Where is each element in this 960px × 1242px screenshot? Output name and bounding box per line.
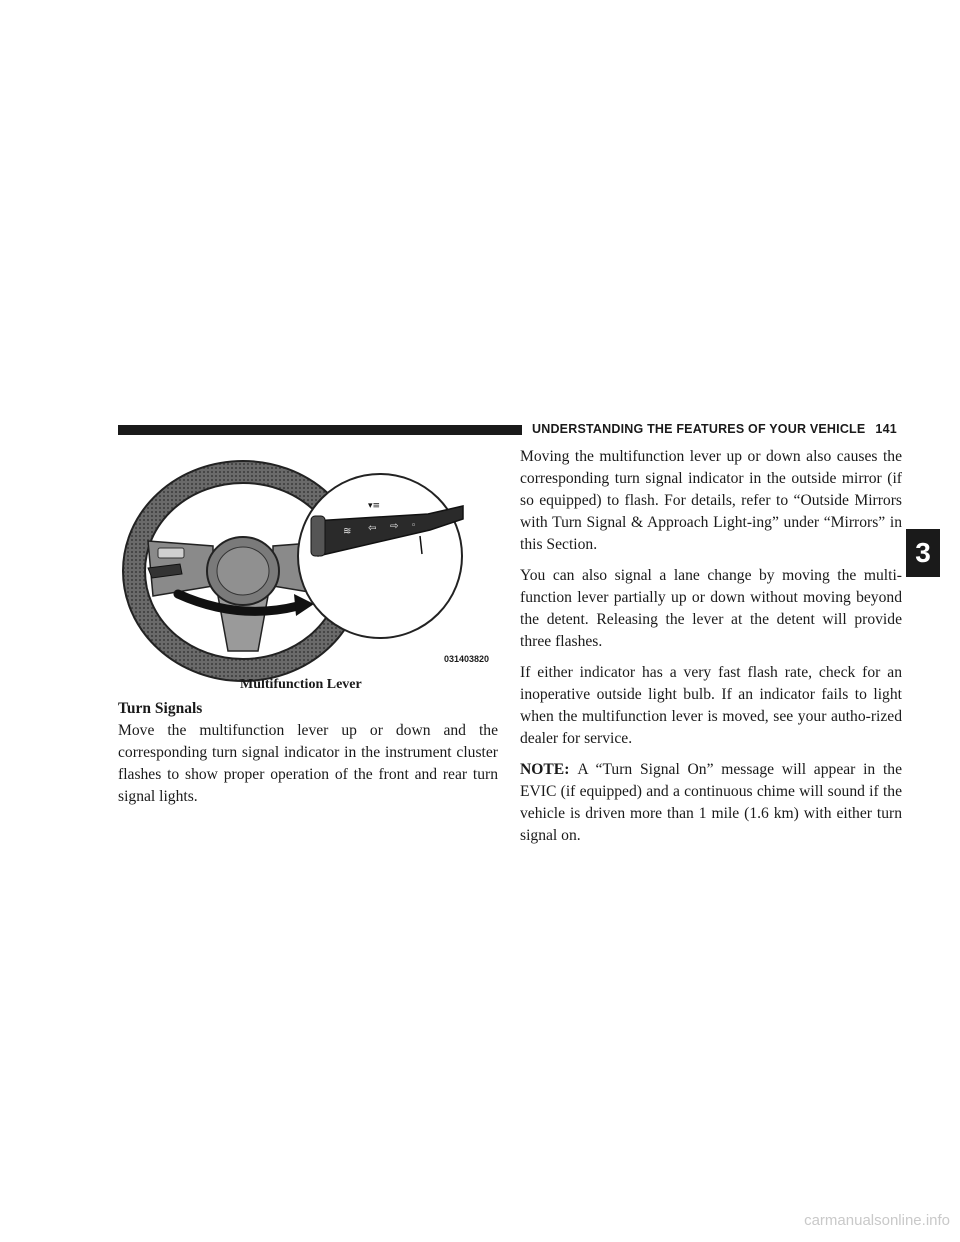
page-number: 141 (875, 422, 897, 436)
figure-code: 031403820 (444, 654, 490, 664)
svg-text:⇨: ⇨ (390, 521, 399, 532)
note-label: NOTE: (520, 761, 570, 778)
svg-text:◦: ◦ (411, 521, 417, 531)
right-column (520, 446, 902, 856)
left-column (118, 699, 498, 808)
running-header (532, 422, 897, 436)
svg-text:≋: ≋ (343, 526, 352, 537)
note-paragraph (520, 759, 902, 847)
svg-text:▾≡: ▾≡ (368, 501, 381, 511)
paragraph-lane-change: You can also signal a lane change by moving the multi-function lever partially up or down without moving beyond the detent. Releasing the lever at the detent will provide three flashes. (520, 567, 902, 650)
section-body: Move the multifunction lever up or down and the corresponding turn signal indicator in the instrument cluster flashes to show proper operation of the front and rear turn signal lights. (118, 722, 498, 805)
section-heading: Turn Signals (118, 700, 203, 717)
header-rule (118, 425, 522, 435)
chapter-tab: 3 (906, 529, 940, 577)
paragraph-mirror-signal: Moving the multifunction lever up or down also causes the corresponding turn signal indicator in the outside mirror (if so equipped) to flash. For details, refer to “Outside Mirrors with Turn Signal & Approach Light-ing” under “Mirrors” in this Section. (520, 448, 902, 553)
header-title: UNDERSTANDING THE FEATURES OF YOUR VEHICLE (532, 422, 866, 436)
multifunction-lever-figure (118, 446, 498, 696)
figure-caption: Multifunction Lever (240, 677, 362, 692)
paragraph-flash-rate: If either indicator has a very fast flash rate, check for an inoperative outside light bulb. If an indicator fails to light when the multifunction lever is moved, see your autho-rized dealer for service. (520, 664, 902, 747)
steering-wheel-illustration (118, 446, 498, 696)
watermark: carmanualsonline.info (804, 1212, 950, 1229)
svg-text:⇦: ⇦ (368, 523, 377, 534)
note-text: A “Turn Signal On” message will appear in the EVIC (if equipped) and a continuous chime will sound if the vehicle is driven more than 1 mile (1.6 km) with either turn signal on. (520, 761, 902, 844)
